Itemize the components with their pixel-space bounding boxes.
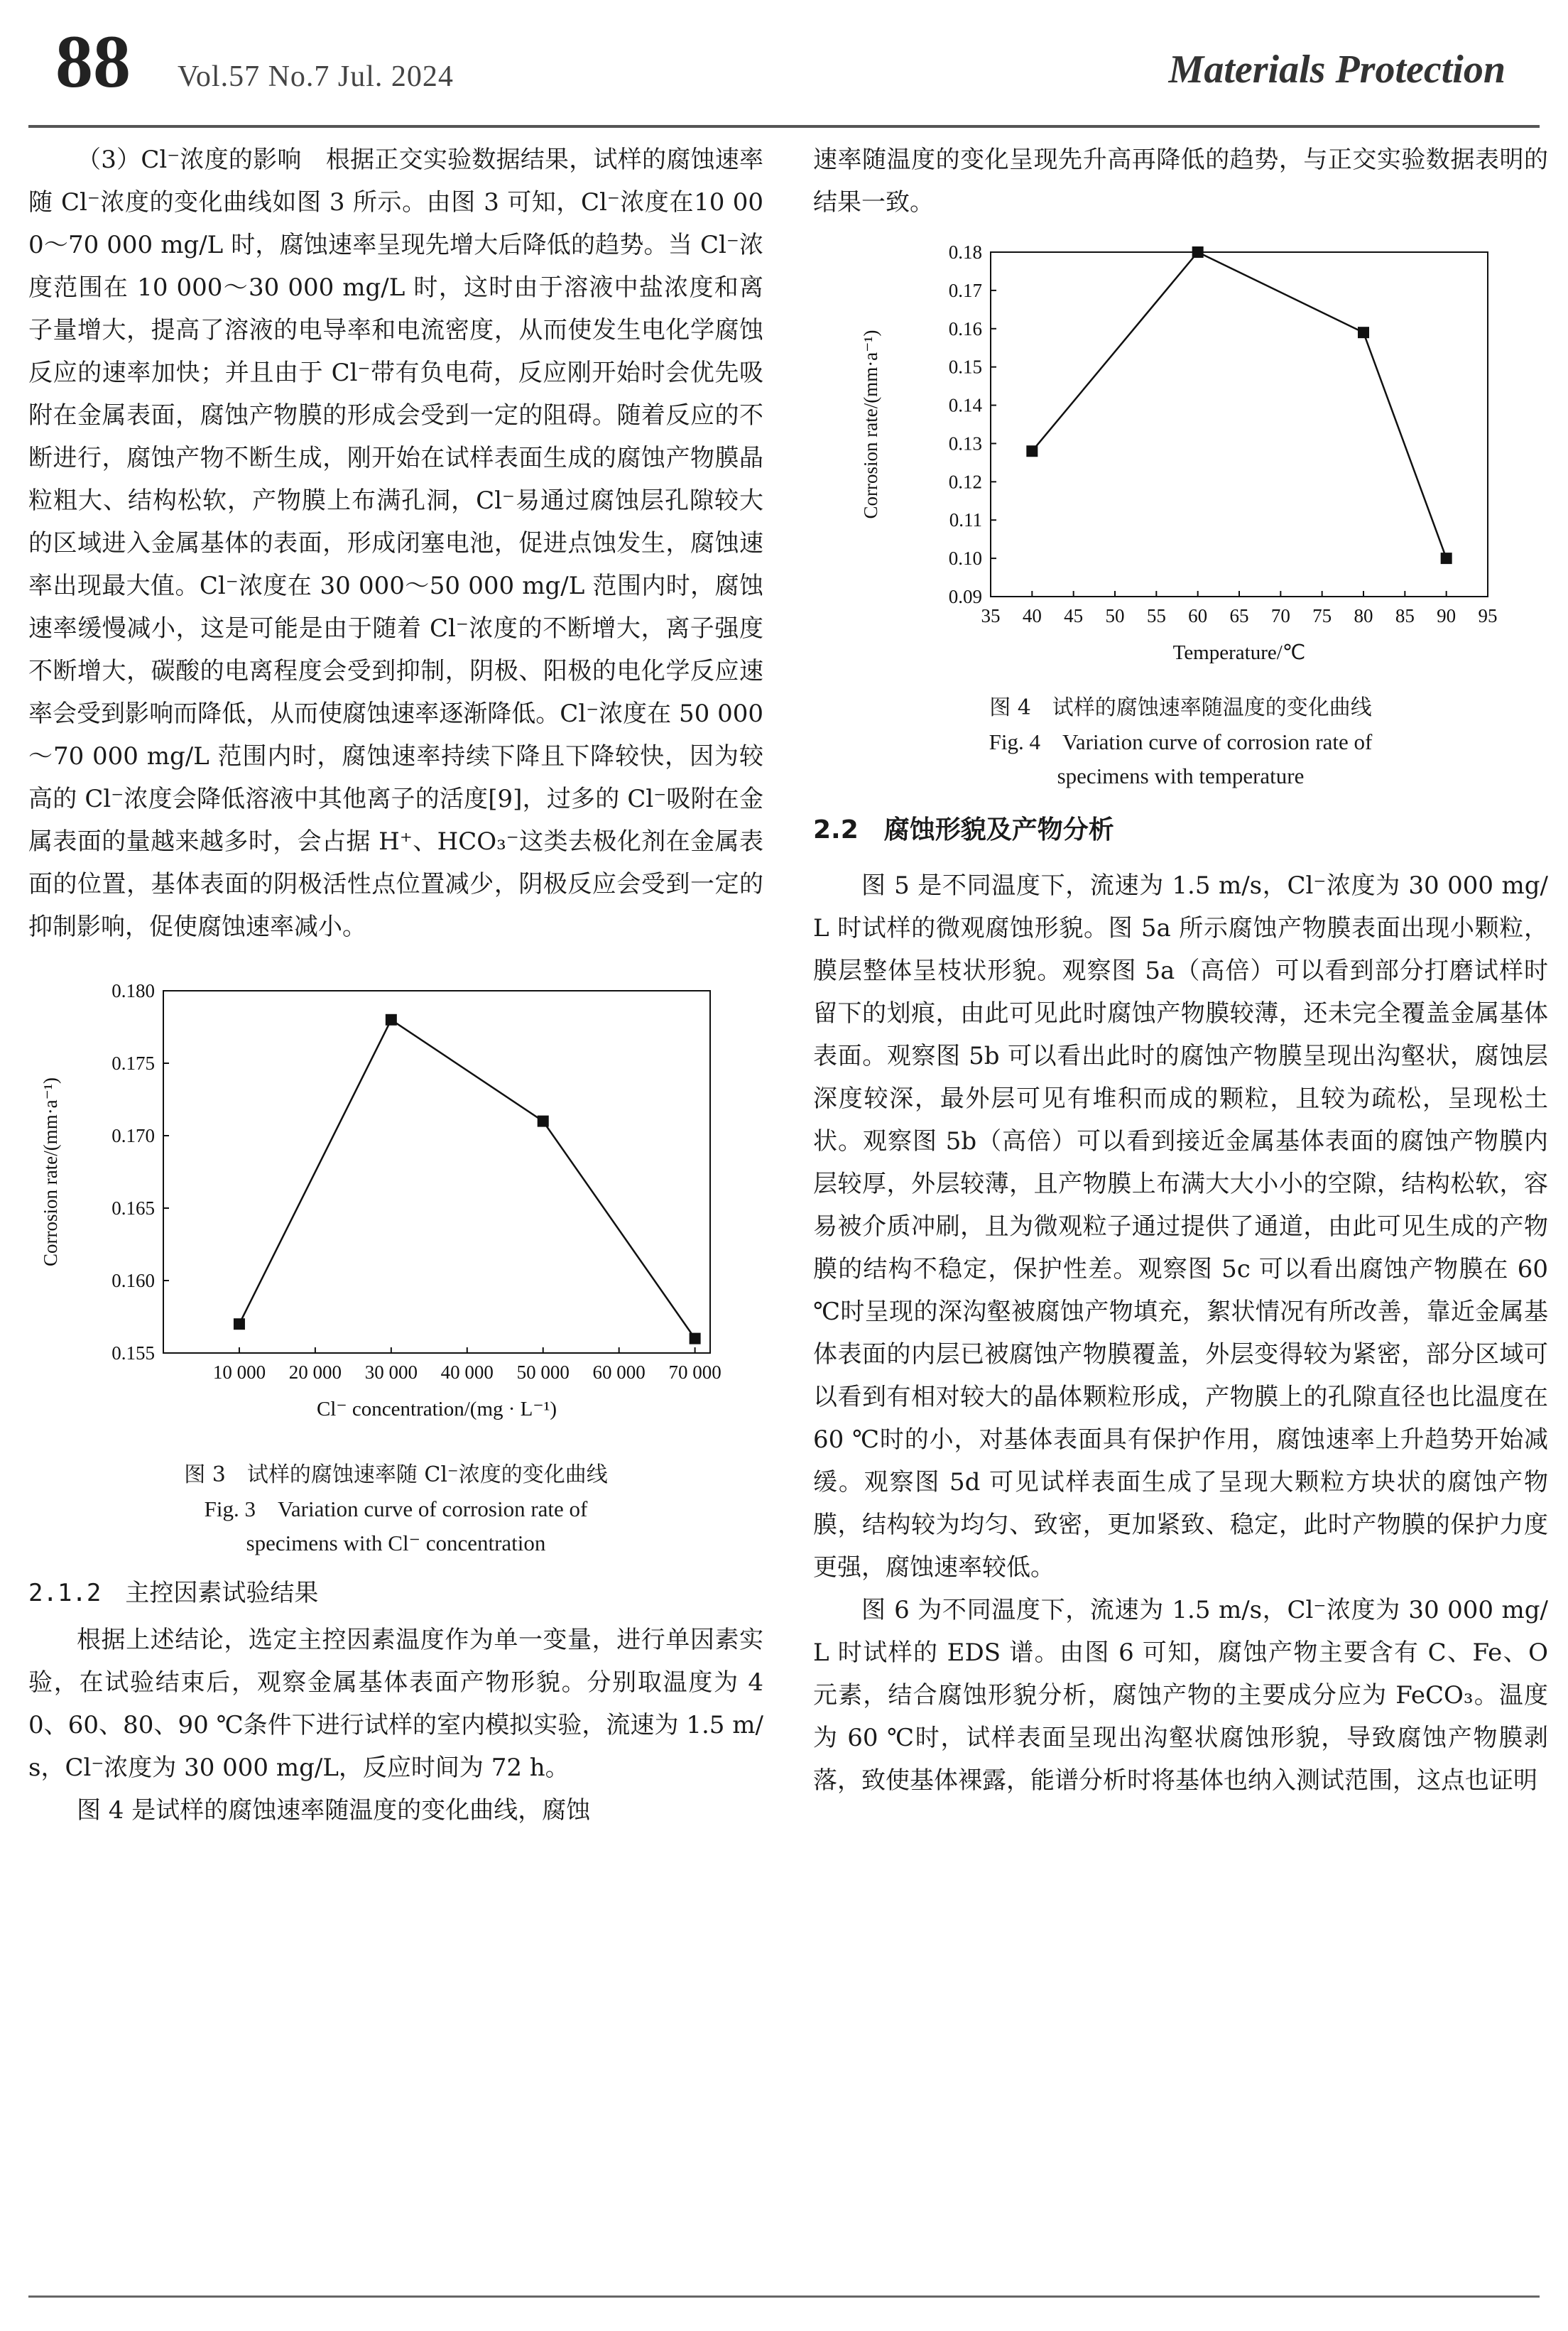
y-tick-label: 0.180: [111, 980, 155, 1001]
data-point: [1358, 327, 1369, 338]
x-tick-label: 30 000: [364, 1362, 418, 1383]
figure-4-caption-cn: 图 4 试样的腐蚀速率随温度的变化曲线: [989, 695, 1372, 720]
y-tick-label: 0.165: [111, 1197, 155, 1219]
footer-rule: [28, 2295, 1540, 2298]
x-tick-label: 70 000: [668, 1362, 722, 1383]
data-point: [1026, 445, 1038, 457]
figure-4-chart: [813, 231, 1548, 685]
x-tick-label: 50 000: [516, 1362, 570, 1383]
right-column: [813, 138, 1548, 1802]
x-tick-label: 95: [1478, 605, 1498, 626]
figure-3-caption-en-2: specimens with Cl⁻ concentration: [246, 1531, 546, 1555]
x-tick-label: 65: [1229, 605, 1249, 626]
section-heading-2-2: 2.2 腐蚀形貌及产物分析: [813, 815, 1114, 844]
y-axis-label: Corrosion rate/(mm·a⁻¹): [860, 330, 881, 519]
x-tick-label: 70: [1270, 605, 1290, 626]
data-point: [538, 1116, 549, 1127]
paragraph-eds: 图 6 为不同温度下，流速为 1.5 m/s，Cl⁻浓度为 30 000 mg/L 时试样的 EDS 谱。由图 6 可知，腐蚀产物主要含有 C、Fe、O 元素，结合腐蚀形貌分析，腐蚀产物的主要成分应为 FeCO₃。温度为 60 ℃时，试样表面呈现出沟壑状腐蚀形貌，导致腐蚀产物膜剥落，致使基体裸露，能谱分析时将基体也纳入测试范围，这点也证明: [813, 1596, 1548, 1795]
volume-info: Vol.57 No.7 Jul. 2024: [178, 60, 454, 93]
figure-4-caption-en-1: Fig. 4 Variation curve of corrosion rate of: [989, 729, 1373, 754]
y-tick-label: 0.160: [111, 1270, 155, 1291]
y-tick-label: 0.09: [948, 586, 982, 607]
figure-3-chart: [28, 969, 763, 1452]
y-tick-label: 0.175: [111, 1053, 155, 1074]
figure-3-caption-cn: 图 3 试样的腐蚀速率随 Cl⁻浓度的变化曲线: [184, 1462, 608, 1487]
x-tick-label: 55: [1146, 605, 1166, 626]
data-point: [386, 1014, 397, 1026]
x-tick-label: 80: [1354, 605, 1373, 626]
figure-4-caption-en-2: specimens with temperature: [1057, 764, 1305, 788]
y-tick-label: 0.12: [948, 471, 982, 493]
series-line: [239, 1020, 695, 1339]
left-column: [28, 138, 763, 1832]
paragraph-temperature-trend: 速率随温度的变化呈现先升高再降低的趋势，与正交实验数据表明的结果一致。: [813, 146, 1548, 217]
x-tick-label: 10 000: [212, 1362, 266, 1383]
x-tick-label: 60: [1188, 605, 1208, 626]
page-header: [0, 0, 1568, 135]
y-tick-label: 0.14: [948, 394, 982, 416]
x-tick-label: 60 000: [592, 1362, 646, 1383]
paragraph-morphology: 图 5 是不同温度下，流速为 1.5 m/s，Cl⁻浓度为 30 000 mg/L 时试样的微观腐蚀形貌。图 5a 所示腐蚀产物膜表面出现小颗粒，膜层整体呈枝状形貌。观察图 5a（高倍）可以看到部分打磨试样时留下的划痕，由此可见此时腐蚀产物膜较薄，还未完全覆盖金属基体表面。观察图 5b 可以看出此时的腐蚀产物膜呈现出沟壑状，腐蚀层深度较深，最外层可见有堆积而成的颗粒，且较为疏松，呈现松土状。观察图 5b（高倍）可以看到接近金属基体表面的腐蚀产物膜内层较厚，外层较薄，且产物膜上布满大大小小的空隙，结构松软，容易被介质冲刷，且为微观粒子通过提供了通道，由此可见生成的产物膜的结构不稳定，保护性差。观察图 5c 可以看出腐蚀产物膜在 60 ℃时呈现的深沟壑被腐蚀产物填充，絮状情况有所改善，靠近金属基体表面的内层已被腐蚀产物膜覆盖，外层变得较为紧密，部分区域可以看到有相对较大的晶体颗粒形成，产物膜上的孔隙直径也比温度在 60 ℃时的小，对基体表面具有保护作用，腐蚀速率上升趋势开始减缓。观察图 5d 可见试样表面生成了呈现大颗粒方块状的腐蚀产物膜，结构较为均匀、致密，更加紧致、稳定，此时产物膜的保护力度更强，腐蚀速率较低。: [813, 871, 1548, 1582]
y-tick-label: 0.10: [948, 548, 982, 570]
plot-frame: [163, 991, 710, 1353]
y-tick-label: 0.16: [948, 317, 982, 339]
y-tick-label: 0.155: [111, 1342, 155, 1364]
data-point: [234, 1318, 245, 1330]
paragraph-fig4-intro: 图 4 是试样的腐蚀速率随温度的变化曲线，腐蚀: [77, 1796, 591, 1825]
data-point: [1192, 246, 1204, 258]
x-tick-label: 90: [1437, 605, 1457, 626]
figure-4: [813, 231, 1548, 793]
x-tick-label: 50: [1105, 605, 1125, 626]
y-tick-label: 0.17: [948, 279, 982, 301]
page-number: 88: [55, 20, 131, 103]
x-tick-label: 40: [1022, 605, 1042, 626]
journal-name: Materials Protection: [1168, 48, 1506, 92]
y-tick-label: 0.170: [111, 1125, 155, 1146]
x-axis-label: Cl⁻ concentration/(mg · L⁻¹): [316, 1398, 557, 1420]
plot-frame: [991, 252, 1488, 597]
paragraph-main-factor: 根据上述结论，选定主控因素温度作为单一变量，进行单因素实验，在试验结束后，观察金属基体表面产物形貌。分别取温度为 40、60、80、90 ℃条件下进行试样的室内模拟实验，流速为 1.5 m/s，Cl⁻浓度为 30 000 mg/L，反应时间为 72 h。: [28, 1626, 763, 1782]
y-tick-label: 0.18: [948, 241, 982, 263]
header-rule: [28, 125, 1540, 128]
x-tick-label: 75: [1312, 605, 1332, 626]
data-point: [690, 1333, 701, 1344]
paragraph-cl-influence: （3）Cl⁻浓度的影响 根据正交实验数据结果，试样的腐蚀速率随 Cl⁻浓度的变化曲线如图 3 所示。由图 3 可知，Cl⁻浓度在10 000～70 000 mg/L 时，腐蚀速率呈现先增大后降低的趋势。当 Cl⁻浓度范围在 10 000～30 000 mg/L 时，这时由于溶液中盐浓度和离子量增大，提高了溶液的电导率和电流密度，从而使发生电化学腐蚀反应的速率加快；并且由于 Cl⁻带有负电荷，反应刚开始时会优先吸附在金属表面，腐蚀产物膜的形成会受到一定的阻碍。随着反应的不断进行，腐蚀产物不断生成，刚开始在试样表面生成的腐蚀产物膜晶粒粗大、结构松软，产物膜上布满孔洞，Cl⁻易通过腐蚀层孔隙较大的区域进入金属基体的表面，形成闭塞电池，促进点蚀发生，腐蚀速率出现最大值。Cl⁻浓度在 30 000～50 000 mg/L 范围内时，腐蚀速率缓慢减小，这是可能是由于随着 Cl⁻浓度的不断增大，离子强度不断增大，碳酸的电离程度会受到抑制，阴极、阳极的电化学反应速率会受到影响而降低，从而使腐蚀速率逐渐降低。Cl⁻浓度在 50 000～70 000 mg/L 范围内时，腐蚀速率持续下降且下降较快，因为较高的 Cl⁻浓度会降低溶液中其他离子的活度[9]，过多的 Cl⁻吸附在金属表面的量越来越多时，会占据 H⁺、HCO₃⁻这类去极化剂在金属表面的位置，基体表面的阴极活性点位置减少，阴极反应会受到一定的抑制影响，促使腐蚀速率减小。: [28, 146, 763, 941]
x-tick-label: 40 000: [440, 1362, 494, 1383]
figure-3: [28, 969, 763, 1560]
y-tick-label: 0.15: [948, 356, 982, 378]
x-tick-label: 20 000: [288, 1362, 342, 1383]
x-tick-label: 45: [1064, 605, 1084, 626]
y-tick-label: 0.13: [948, 433, 982, 455]
figure-3-caption-en-1: Fig. 3 Variation curve of corrosion rate of: [204, 1496, 588, 1521]
data-point: [1441, 553, 1452, 564]
section-heading-2-1-2: 2.1.2 主控因素试验结果: [28, 1579, 319, 1607]
y-axis-label: Corrosion rate/(mm·a⁻¹): [40, 1077, 61, 1267]
y-tick-label: 0.11: [949, 509, 982, 531]
series-line: [1032, 252, 1446, 558]
x-tick-label: 85: [1395, 605, 1415, 626]
x-axis-label: Temperature/℃: [1172, 641, 1306, 664]
x-tick-label: 35: [981, 605, 1001, 626]
